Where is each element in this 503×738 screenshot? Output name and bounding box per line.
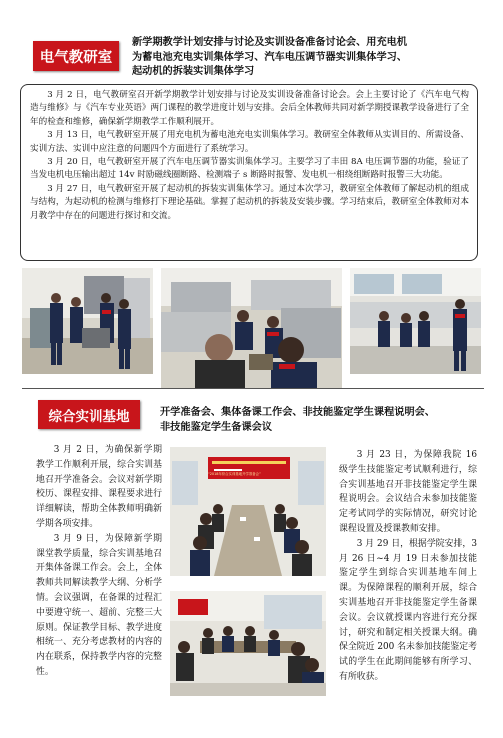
left-text-column xyxy=(36,443,162,680)
section-tag-training-base: 综合实训基地 xyxy=(38,400,140,429)
headline-line: 非技能鉴定学生备课会议 xyxy=(160,422,273,433)
headline-line: 为蓄电池充电实训集体学习、汽车电压调节器实训集体学习、 xyxy=(132,51,408,63)
classroom-meeting-photo xyxy=(170,591,326,696)
section-divider xyxy=(22,388,484,389)
headline-line: 新学期教学计划安排与讨论及实训设备准备讨论会、用充电机 xyxy=(132,37,408,48)
paragraph: 3 月 27 日，电气教研室开展了起动机的拆装实训集体学习。通过本次学习，教研室全体教师了解起动机的组成与结构，为起动机的检测与维修打下理论基础。掌握了起动机的拆装及安装步骤。学习结束后，教研室全体教师对本月教学中存在的问题进行探讨和交流。 xyxy=(30,183,469,221)
workshop-students-photo xyxy=(22,268,153,374)
meeting-room-photo xyxy=(170,447,326,576)
meeting-banner-text: “2018年综合实训基地开学准备会” xyxy=(208,472,261,476)
paragraph: 3 月 2 日，电气教研室召开新学期教学计划安排与讨论及实训设备准备讨论会。会上主要讨论了《汽车电气构造与维修》与《汽车专业英语》两门课程的教学进度计划与安排。会后全体教师共同对新学期授课教学设备进行了全年的检查和维修，确保新学期教学工作顺利展开。 xyxy=(30,90,469,127)
paragraph: 3 月 23 日，为保障我院 16 级学生技能鉴定考试顺利进行，综合实训基地召开非技能鉴定学生课程说明会。会议结合未参加技能鉴定考试同学的实际情况，研究讨论课程设置及授课教师安排。 xyxy=(339,450,477,534)
paragraph: 3 月 20 日，电气教研室开展了汽车电压调节器实训集体学习。主要学习了丰田 8A 电压调节器的功能，验证了当发电机电压输出超过 14v 时励磁线圈断路、检测端子 s 断路时报警、发电机一相绕组断路时报警三大功能。 xyxy=(30,157,469,181)
section-headline-electrical xyxy=(132,36,492,80)
section-headline-training-base xyxy=(160,405,490,435)
section-tag-electrical: 电气教研室 xyxy=(33,41,119,71)
lab-training-photo xyxy=(350,268,481,374)
paragraph: 3 月 13 日，电气教研室开展了用充电机为蓄电池充电实训集体学习。教研室全体教师从实训目的、所需设备、实训方法、实训中应注意的问题四个方面进行了系统学习。 xyxy=(30,130,469,154)
teachers-at-battery-photo xyxy=(161,268,342,389)
headline-line: 起动机的拆装实训集体学习 xyxy=(132,66,255,78)
paragraph: 3 月 29 日，根据学院安排，3 月 26 日~4 月 19 日未参加技能鉴定学生到综合实训基地车间上课。为保障课程的顺利开展，综合实训基地召开非技能鉴定学生备课会议。会议就授课内容进行充分探讨，研究和制定相关授课大纲。确保全院近 200 名未参加技能鉴定考试的学生在此期间能够有所学习、有所收获。 xyxy=(339,538,477,682)
right-text-column xyxy=(339,448,477,685)
headline-line: 开学准备会、集体备课工作会、非技能鉴定学生课程说明会、 xyxy=(160,407,436,418)
section-text-box-electrical xyxy=(20,84,478,261)
paragraph: 3 月 2 日，为确保新学期教学工作顺利开展，综合实训基地召开学准备会。会议对新学期校历、课程安排、课程要求进行详细解读，帮助全体教师明确新学期各项安排。 xyxy=(36,445,162,529)
paragraph: 3 月 9 日，为保障新学期课堂教学质量，综合实训基地召开集体备课工作会。会上，全体教师共同解读教学大纲、分析学情。会议强调，在备课的过程汇中要遵守统一、超前、完整三大原则。保证教学目标、教学进度相统一、充分考虑教材的内容的内在联系，保持教学内容的完整性。 xyxy=(36,533,162,677)
